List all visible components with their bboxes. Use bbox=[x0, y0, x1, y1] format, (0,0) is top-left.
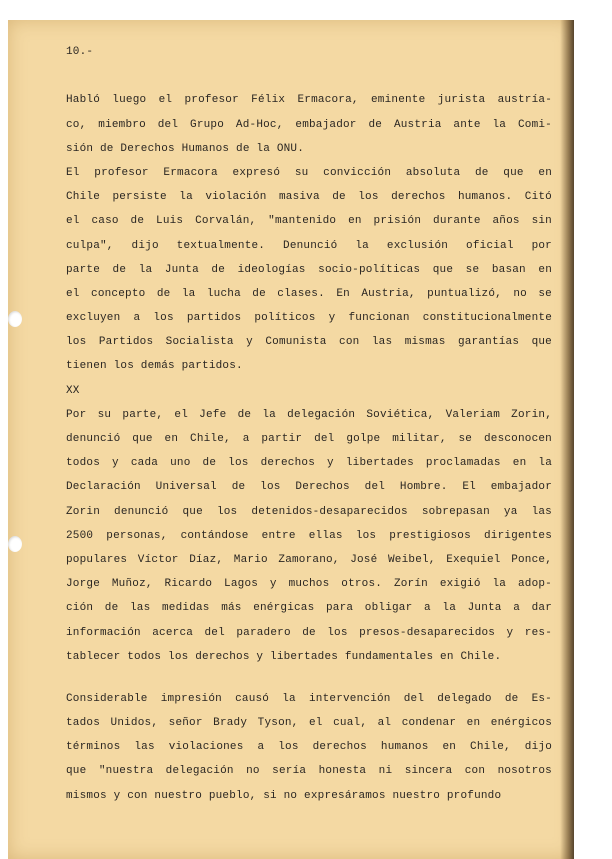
text-line: que "nuestra delegación no sería honesta ni sincera con nosotros bbox=[66, 765, 552, 778]
punch-hole bbox=[8, 311, 22, 327]
typewritten-text bbox=[66, 40, 552, 808]
text-line: mismos y con nuestro pueblo, si no expresáramos nuestro profundo bbox=[66, 789, 502, 802]
text-line: 2500 personas, contándose entre ellas los prestigiosos dirigentes bbox=[66, 529, 552, 542]
text-line: todos y cada uno de los derechos y libertades proclamadas en la bbox=[66, 457, 552, 470]
punch-hole bbox=[8, 536, 22, 552]
text-line: información acerca del paradero de los presos-desaparecidos y res- bbox=[66, 626, 552, 639]
text-line: tienen los demás partidos. bbox=[66, 360, 243, 373]
text-line: el concepto de la lucha de clases. En Austria, puntualizó, no se bbox=[66, 287, 552, 300]
paragraph bbox=[66, 687, 552, 808]
text-line: denunció que en Chile, a partir del golpe militar, se desconocen bbox=[66, 433, 552, 445]
text-line: co, miembro del Grupo Ad-Hoc, embajador de Austria ante la Comi- bbox=[66, 118, 552, 131]
text-line: XX bbox=[66, 384, 80, 397]
text-line: Zorin denunció que los detenidos-desaparecidos sobrepasan ya las bbox=[66, 505, 552, 518]
blank-line bbox=[66, 64, 552, 88]
text-line: Chile persiste la violación masiva de los derechos humanos. Citó bbox=[66, 191, 552, 204]
text-line: excluyen a los partidos políticos y funcionan constitucionalmente bbox=[66, 312, 552, 325]
page-edge-shadow bbox=[560, 20, 574, 859]
page-number: 10.- bbox=[66, 46, 94, 58]
text-line: Por su parte, el Jefe de la delegación Soviética, Valeriam Zorin, bbox=[66, 408, 552, 421]
text-line: sión de Derechos Humanos de la ONU. bbox=[66, 142, 305, 155]
text-line: tablecer todos los derechos y libertades fundamentales en Chile. bbox=[66, 650, 502, 663]
text-line: Habló luego el profesor Félix Ermacora, eminente jurista austría- bbox=[66, 94, 552, 107]
text-line: términos las violaciones a los derechos humanos en Chile, dijo bbox=[66, 741, 552, 754]
text-line: Jorge Muñoz, Ricardo Lagos y muchos otros. Zorín exigió la adop- bbox=[66, 578, 552, 591]
text-line: tados Unidos, señor Brady Tyson, el cual, al condenar en enérgicos bbox=[66, 717, 552, 730]
text-line: el caso de Luis Corvalán, "mantenido en prisión durante años sin bbox=[66, 215, 552, 228]
paragraph-gap bbox=[66, 669, 552, 687]
text-line: los Partidos Socialista y Comunista con las mismas garantías que bbox=[66, 336, 552, 349]
text-line: populares Víctor Díaz, Mario Zamorano, José Weibel, Exequiel Ponce, bbox=[66, 553, 552, 566]
paragraph bbox=[66, 88, 552, 161]
text-line: El profesor Ermacora expresó su convicción absoluta de que en bbox=[66, 166, 552, 179]
text-line: parte de la Junta de ideologías socio-políticas que se basan en bbox=[66, 263, 552, 276]
text-line: culpa", dijo textualmente. Denunció la exclusión oficial por bbox=[66, 239, 552, 252]
paragraph bbox=[66, 379, 552, 669]
text-line: Declaración Universal de los Derechos del Hombre. El embajador bbox=[66, 481, 552, 494]
paragraphs bbox=[66, 88, 552, 807]
text-line: ción de las medidas más enérgicas para obligar a la Junta a dar bbox=[66, 602, 552, 615]
text-line: Considerable impresión causó la intervención del delegado de Es- bbox=[66, 692, 552, 705]
paragraph bbox=[66, 161, 552, 379]
